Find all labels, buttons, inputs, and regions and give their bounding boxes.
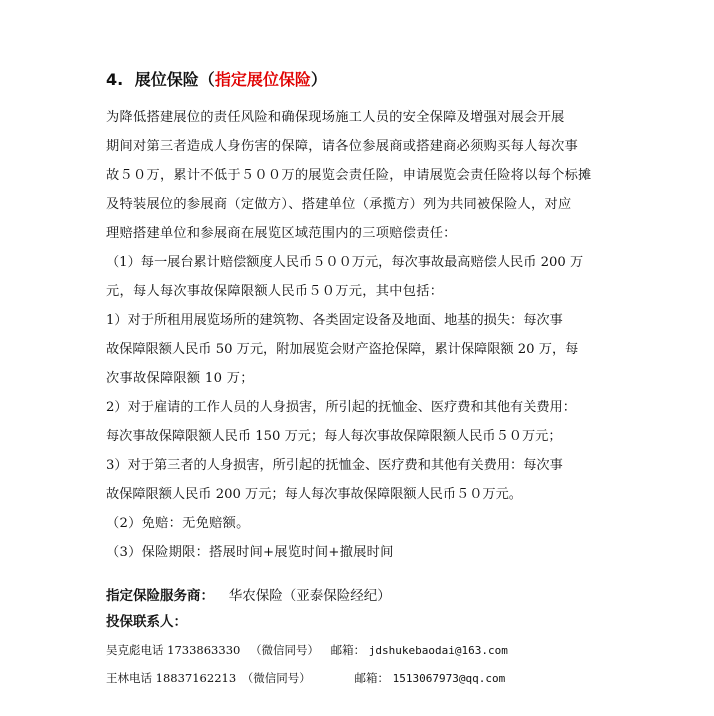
body-line: 故保障限额人民币 200 万元；每人每次事故保障限额人民币５０万元。: [106, 487, 522, 502]
contact-email[interactable]: jdshukebaodai@163.com: [368, 644, 508, 657]
service-provider-value: 华农保险（亚泰保险经纪）: [228, 588, 391, 604]
body-line: 3）对于第三者的人身损害，所引起的抚恤金、医疗费和其他有关费用：每次事: [106, 458, 563, 473]
body-line: （2）免赔：无免赔额。: [106, 516, 250, 531]
body-line: 及特装展位的参展商（定做方）、搭建单位（承揽方）列为共同被保险人，对应: [106, 197, 572, 212]
body-line: （1）每一展台累计赔偿额度人民币５００万元，每次事故最高赔偿人民币 200 万: [106, 255, 584, 270]
body-line: 1）对于所租用展览场所的建筑物、各类固定设备及地面、地基的损失：每次事: [106, 313, 563, 328]
contact-email-label: 邮箱：: [354, 671, 389, 685]
contact-email-label: 邮箱：: [330, 643, 366, 657]
body-line: 元，每人每次事故保障限额人民币５０万元，其中包括：: [106, 284, 444, 299]
body-line: 2）对于雇请的工作人员的人身损害，所引起的抚恤金、医疗费和其他有关费用：: [106, 400, 576, 415]
body-paragraphs: [106, 103, 614, 567]
body-line: 期间对第三者造成人身伤害的保障，请各位参展商或搭建商必须购买每人每次事: [106, 139, 579, 154]
section-number: 4.: [106, 70, 124, 89]
section-title-highlight: 指定展位保险: [214, 70, 311, 89]
contact-name-phone: 王林电话 18837162213: [106, 671, 237, 685]
contact-row: [106, 637, 626, 663]
contact-heading: 投保联系人：: [106, 614, 187, 630]
contact-name-phone: 吴克彪电话 1733863330: [106, 643, 241, 657]
contact-wechat-note: （微信同号）: [241, 671, 311, 685]
section-heading: [106, 68, 327, 92]
section-title-close: ）: [310, 70, 327, 89]
body-line: 理赔搭建单位和参展商在展览区域范围内的三项赔偿责任：: [106, 226, 457, 241]
body-line: 故保障限额人民币 50 万元，附加展览会财产盗抢保障，累计保障限额 20 万，每: [106, 342, 579, 357]
section-title: 展位保险（: [134, 70, 215, 89]
body-line: 故５０万，累计不低于５００万的展览会责任险，申请展览会责任险将以每个标摊: [106, 168, 592, 183]
body-line: 为降低搭建展位的责任风险和确保现场施工人员的安全保障及增强对展会开展: [106, 110, 565, 125]
contact-row: [106, 665, 626, 691]
service-provider: [106, 583, 626, 609]
body-line: 次事故保障限额 10 万；: [106, 371, 254, 386]
contact-wechat-note: （微信同号）: [249, 643, 319, 657]
body-line: （3）保险期限：搭展时间+展览时间+撤展时间: [106, 545, 394, 560]
service-provider-label: 指定保险服务商：: [106, 588, 214, 604]
body-line: 每次事故保障限额人民币 150 万元；每人每次事故保障限额人民币５０万元；: [106, 429, 562, 444]
contact-email[interactable]: 1513067973@qq.com: [392, 672, 506, 685]
contact-section: [106, 583, 626, 691]
